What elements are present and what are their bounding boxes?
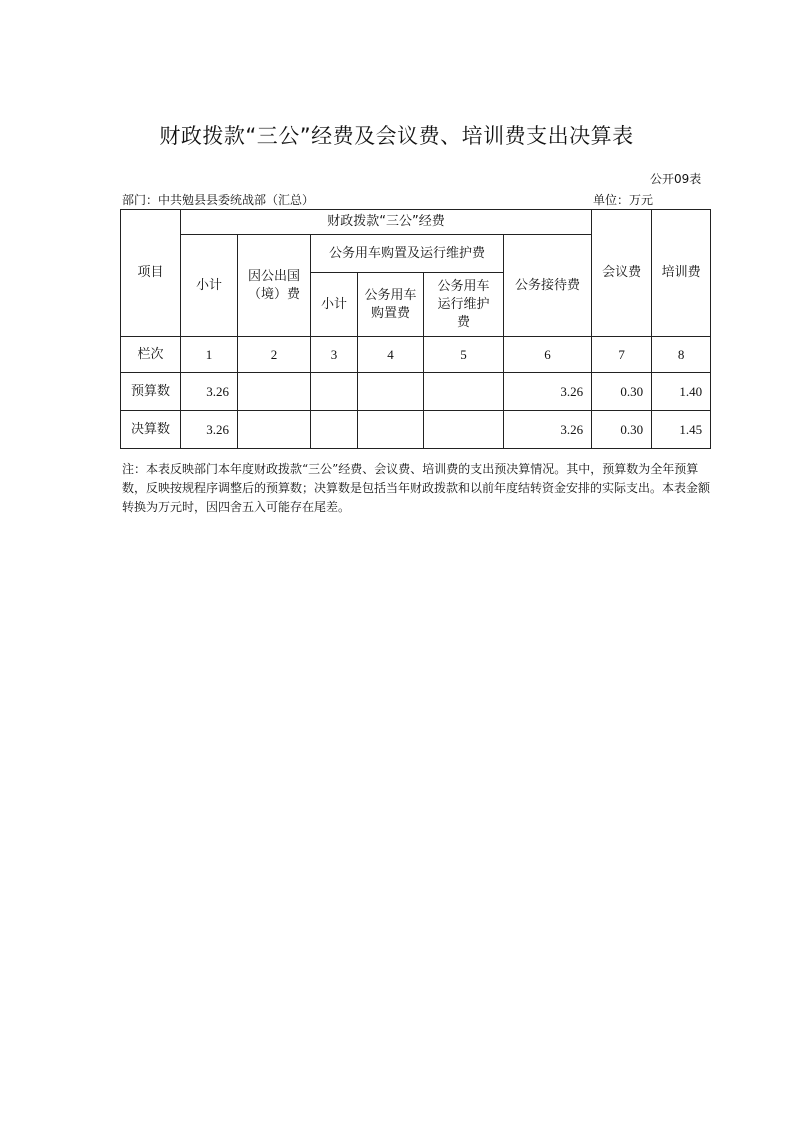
value-reception: 3.26 bbox=[504, 373, 592, 411]
header-subtotal: 小计 bbox=[181, 235, 238, 337]
form-code: 公开09表 bbox=[650, 172, 702, 186]
column-index-label: 栏次 bbox=[121, 337, 181, 373]
header-vehicle-purchase: 公务用车购置费 bbox=[358, 273, 424, 337]
value-subtotal: 3.26 bbox=[181, 373, 238, 411]
value-vehicle-purchase bbox=[358, 373, 424, 411]
row-label: 决算数 bbox=[121, 411, 181, 449]
footnote: 注：本表反映部门本年度财政拨款“三公”经费、会议费、培训费的支出预决算情况。其中，预算数为全年预算数，反映按规程序调整后的预算数；决算数是包括当年财政拨款和以前年度结转资金安排的实际支出。本表金额转换为万元时，因四舍五入可能存在尾差。 bbox=[122, 462, 711, 514]
header-sangong: 财政拨款“三公”经费 bbox=[181, 210, 592, 235]
header-vehicle: 公务用车购置及运行维护费 bbox=[311, 235, 504, 273]
value-abroad bbox=[238, 411, 311, 449]
table-row bbox=[121, 411, 711, 449]
expenditure-table bbox=[120, 209, 711, 449]
column-index: 2 bbox=[238, 337, 311, 373]
header-reception: 公务接待费 bbox=[504, 235, 592, 337]
value-vehicle-operate bbox=[424, 373, 504, 411]
row-label: 预算数 bbox=[121, 373, 181, 411]
value-subtotal: 3.26 bbox=[181, 411, 238, 449]
column-index: 4 bbox=[358, 337, 424, 373]
header-abroad: 因公出国（境）费 bbox=[238, 235, 311, 337]
column-index: 8 bbox=[652, 337, 711, 373]
value-vehicle-operate bbox=[424, 411, 504, 449]
value-abroad bbox=[238, 373, 311, 411]
header-training: 培训费 bbox=[652, 210, 711, 337]
value-vehicle-purchase bbox=[358, 411, 424, 449]
value-vehicle-subtotal bbox=[311, 373, 358, 411]
value-meeting: 0.30 bbox=[592, 373, 652, 411]
unit-label: 单位：万元 bbox=[593, 193, 654, 207]
header-meeting: 会议费 bbox=[592, 210, 652, 337]
header-item: 项目 bbox=[121, 210, 181, 337]
column-index: 6 bbox=[504, 337, 592, 373]
value-vehicle-subtotal bbox=[311, 411, 358, 449]
column-index: 5 bbox=[424, 337, 504, 373]
table-row bbox=[121, 373, 711, 411]
column-index: 3 bbox=[311, 337, 358, 373]
department-label: 部门：中共勉县县委统战部（汇总） bbox=[122, 193, 315, 207]
header-vehicle-operate: 公务用车运行维护费 bbox=[424, 273, 504, 337]
column-index: 7 bbox=[592, 337, 652, 373]
value-training: 1.45 bbox=[652, 411, 711, 449]
page-title: 财政拨款“三公”经费及会议费、培训费支出决算表 bbox=[159, 124, 634, 148]
value-training: 1.40 bbox=[652, 373, 711, 411]
value-meeting: 0.30 bbox=[592, 411, 652, 449]
value-reception: 3.26 bbox=[504, 411, 592, 449]
header-vehicle-subtotal: 小计 bbox=[311, 273, 358, 337]
column-index: 1 bbox=[181, 337, 238, 373]
